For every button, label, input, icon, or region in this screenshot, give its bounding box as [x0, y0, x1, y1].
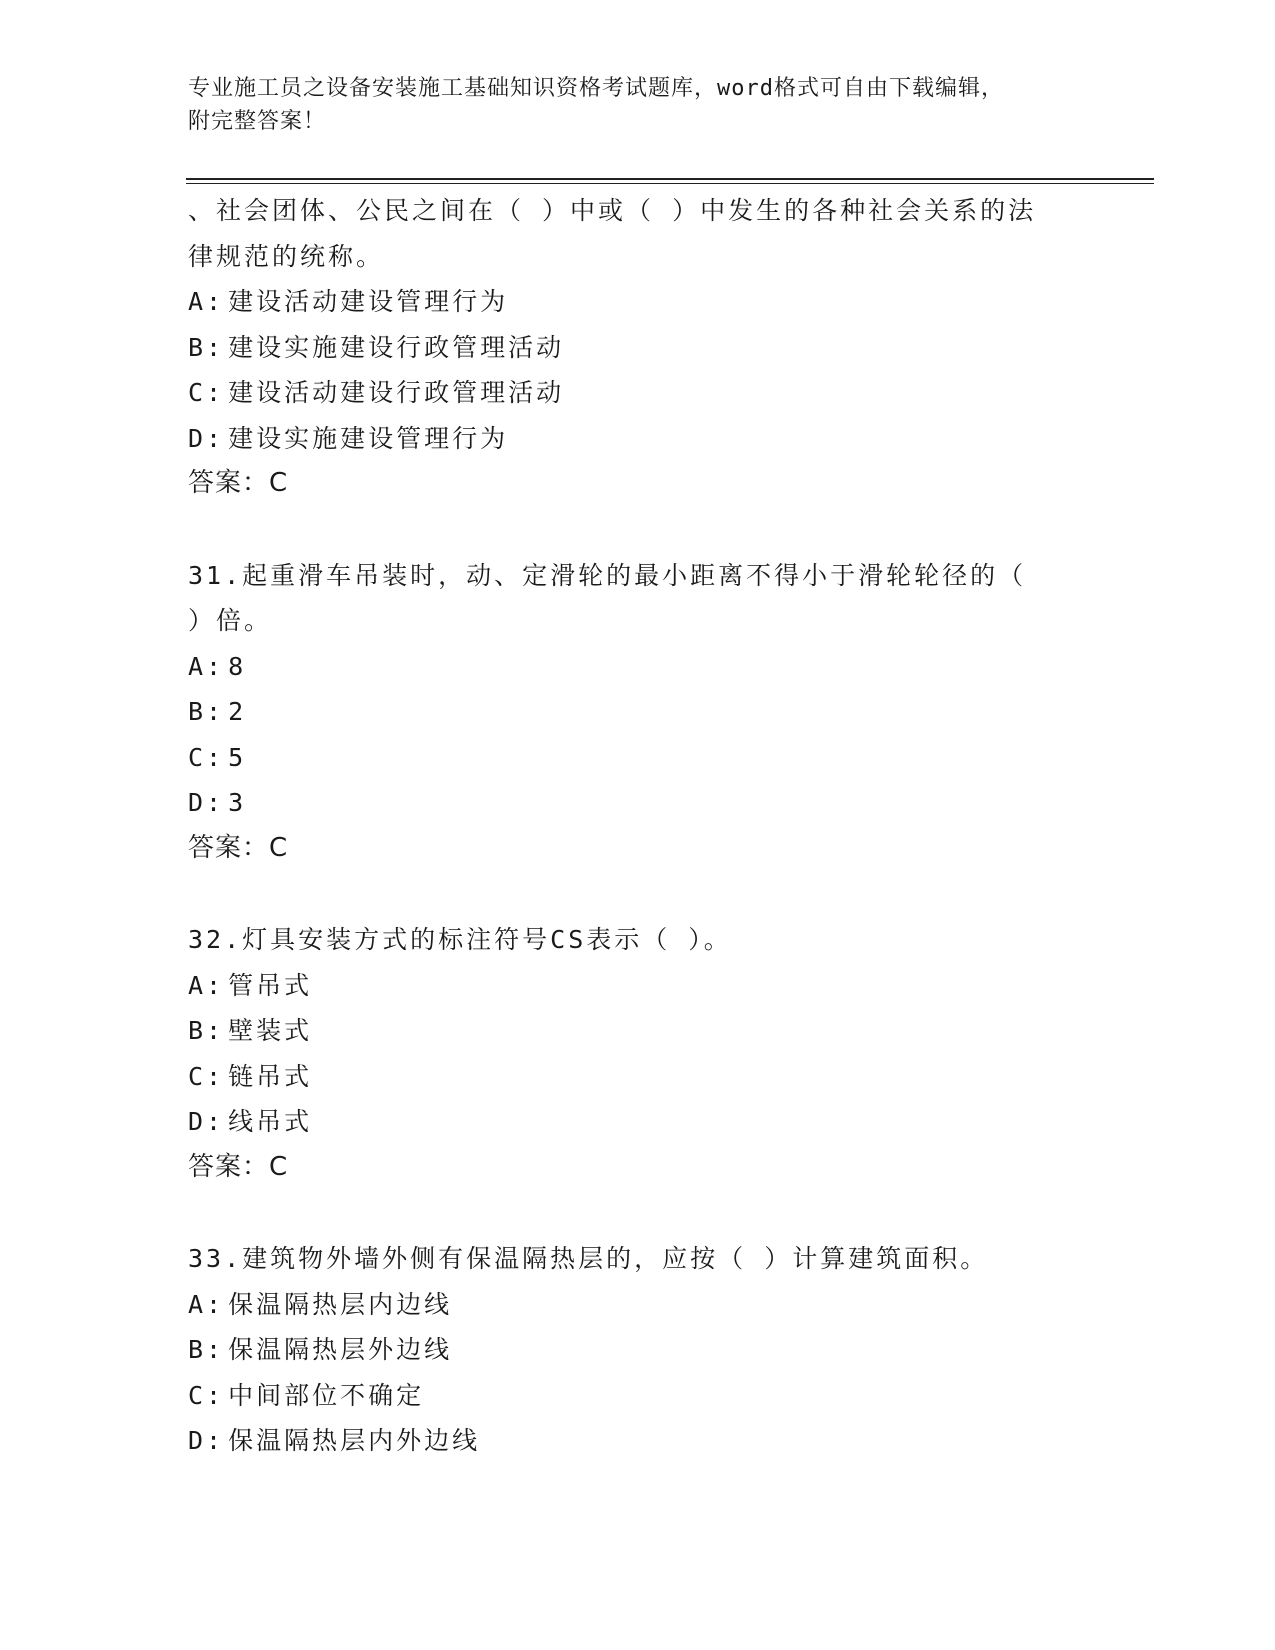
option-c	[188, 370, 1128, 416]
option-letter: D:	[188, 1426, 225, 1455]
answer-line: 答案：C	[188, 1151, 289, 1182]
question-block	[188, 1236, 1128, 1464]
option-text: 建设活动建设管理行为	[228, 287, 509, 316]
question-text-line: 32.灯具安装方式的标注符号CS表示（ ）。	[188, 925, 732, 954]
option-b	[188, 1008, 1128, 1054]
option-b	[188, 689, 1128, 735]
option-letter: D:	[188, 788, 225, 817]
option-d	[188, 780, 1128, 826]
option-letter: C:	[188, 1380, 225, 1410]
option-letter: A:	[188, 970, 225, 1000]
option-text: 8	[228, 651, 247, 681]
option-text: 3	[228, 788, 247, 817]
option-letter: D:	[188, 1107, 225, 1136]
option-letter: B:	[188, 1335, 225, 1364]
header-line-1: 专业施工员之设备安装施工基础知识资格考试题库，word格式可自由下载编辑，	[188, 76, 1004, 101]
option-text: 保温隔热层外边线	[228, 1335, 453, 1364]
question-list	[188, 188, 1128, 1464]
spacer	[188, 1190, 1128, 1236]
option-text: 链吊式	[228, 1061, 313, 1091]
option-c	[188, 735, 1128, 781]
spacer	[188, 871, 1128, 917]
document-header	[188, 72, 1088, 138]
question-block	[188, 188, 1128, 507]
option-letter: B:	[188, 332, 225, 362]
option-text: 中间部位不确定	[228, 1380, 425, 1410]
option-c	[188, 1373, 1128, 1419]
answer-line: 答案：C	[188, 832, 289, 863]
header-line-2: 附完整答案！	[188, 109, 327, 134]
option-letter: B:	[188, 1016, 225, 1045]
spacer	[188, 507, 1128, 553]
option-text: 管吊式	[228, 970, 313, 1000]
option-text: 5	[228, 742, 247, 772]
option-a	[188, 644, 1128, 690]
header-divider-thin	[186, 183, 1154, 184]
question-text-line: 律规范的统称。	[188, 241, 385, 271]
question-text-line: 33.建筑物外墙外侧有保温隔热层的，应按（ ）计算建筑面积。	[188, 1244, 989, 1273]
option-text: 保温隔热层内外边线	[228, 1426, 481, 1455]
option-text: 线吊式	[228, 1107, 313, 1136]
answer-line: 答案：C	[188, 468, 289, 498]
option-letter: C:	[188, 742, 225, 772]
option-d	[188, 1099, 1128, 1145]
option-b	[188, 1327, 1128, 1373]
option-letter: C:	[188, 1061, 225, 1091]
option-letter: C:	[188, 378, 225, 407]
header-divider-thick	[186, 178, 1154, 180]
question-block	[188, 553, 1128, 872]
option-letter: A:	[188, 1289, 225, 1319]
option-text: 建设实施建设管理行为	[228, 423, 509, 453]
option-text: 保温隔热层内边线	[228, 1289, 453, 1319]
option-a	[188, 279, 1128, 325]
option-letter: A:	[188, 651, 225, 681]
question-text-line: 31.起重滑车吊装时，动、定滑轮的最小距离不得小于滑轮轮径的（	[188, 560, 1027, 590]
option-text: 建设活动建设行政管理活动	[228, 378, 565, 407]
option-d	[188, 1418, 1128, 1464]
option-letter: B:	[188, 697, 225, 726]
option-a	[188, 1282, 1128, 1328]
question-block	[188, 917, 1128, 1190]
question-text-line: 、社会团体、公民之间在（ ）中或（ ）中发生的各种社会关系的法	[188, 196, 1037, 225]
option-text: 建设实施建设行政管理活动	[228, 332, 565, 362]
option-text: 壁装式	[228, 1016, 313, 1045]
option-letter: A:	[188, 287, 225, 316]
option-letter: D:	[188, 423, 225, 453]
option-c	[188, 1054, 1128, 1100]
option-a	[188, 963, 1128, 1009]
option-text: 2	[228, 697, 247, 726]
option-d	[188, 416, 1128, 462]
question-text-line: ）倍。	[188, 606, 273, 635]
option-b	[188, 325, 1128, 371]
